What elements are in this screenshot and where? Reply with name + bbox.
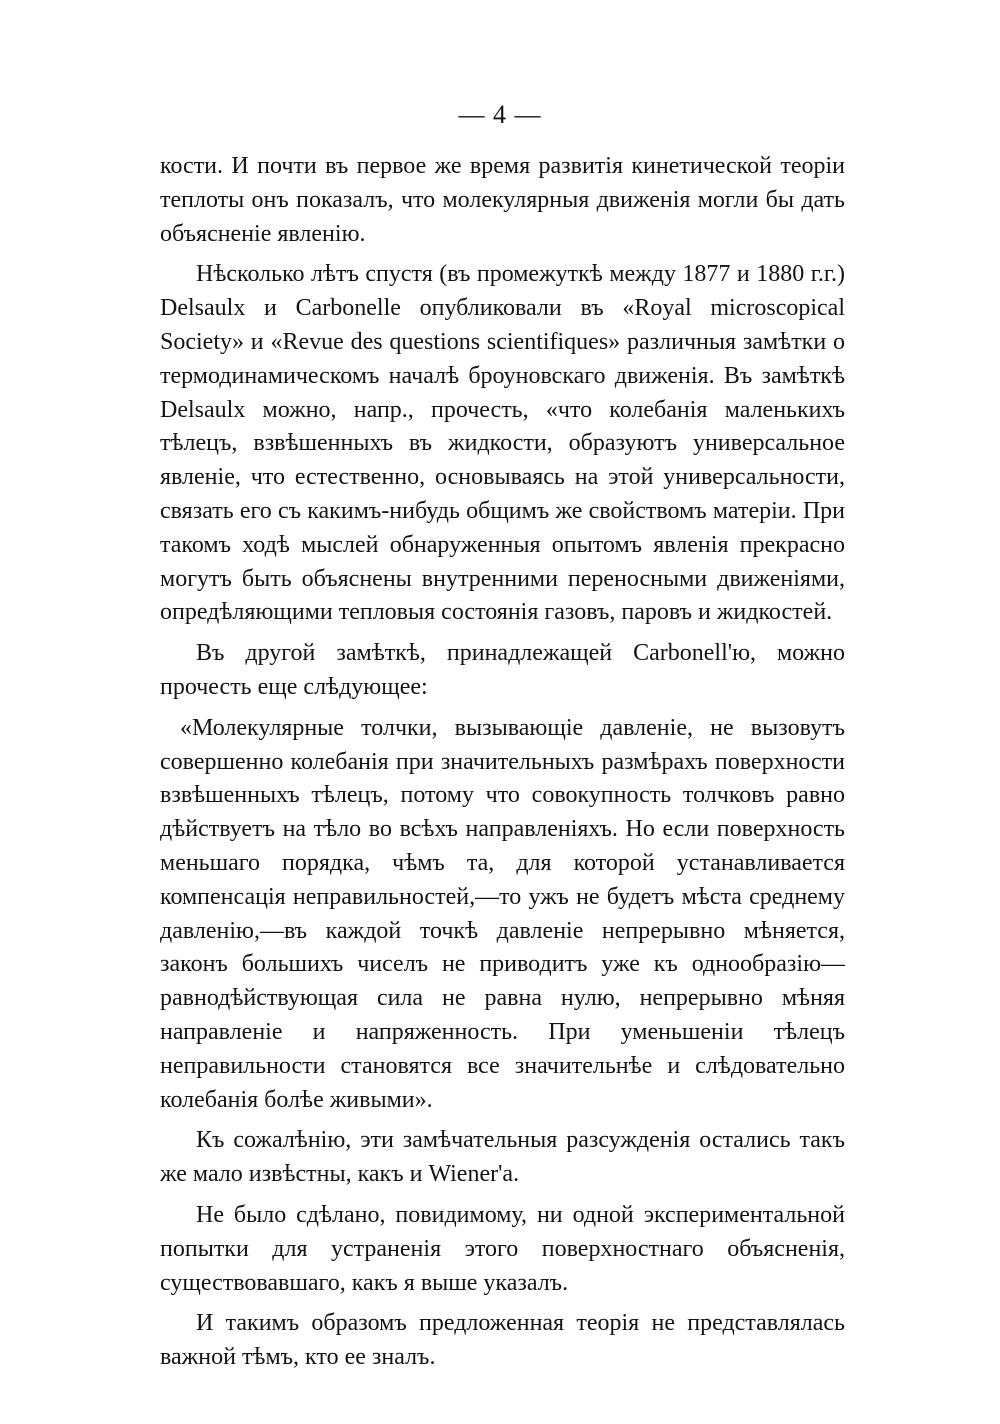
body-text <box>160 150 845 1375</box>
paragraph-carbonell-note: Въ другой замѣткѣ, принадлежащей Carbonell'ю, можно прочесть еще слѣдующее: <box>160 640 845 700</box>
paragraph-regret: Къ сожалѣнію, эти замѣчательныя разсужденія остались такъ же мало извѣстны, какъ и Wiener'a. <box>160 1127 845 1188</box>
paragraph-no-experiment: Не было сдѣлано, повидимому, ни одной экспериментальной попытки для устраненія этого поверхностнаго объясненія, существовавшаго, какъ я выше указалъ. <box>160 1201 845 1296</box>
paragraph-conclusion: И такимъ образомъ предложенная теорія не представлялась важной тѣмъ, кто ее зналъ. <box>160 1310 845 1371</box>
paragraph-delsaulx-carbonelle: Нѣсколько лѣтъ спустя (въ промежуткѣ между 1877 и 1880 г.г.) Delsaulx и Carbonelle опубликовали въ «Royal microscopical Society» и «Revue des questions scientifiques» различныя замѣтки о термодинамическомъ началѣ броуновскаго движенія. Въ замѣткѣ Delsaulx можно, напр., прочесть, «что колебанія маленькихъ тѣлецъ, взвѣшенныхъ въ жидкости, образуютъ универсальное явленіе, что естественно, основываясь на этой универсальности, связать его съ какимъ-нибудь общимъ же свойствомъ матеріи. При такомъ ходѣ мыслей обнаруженныя опытомъ явленія прекрасно могутъ быть объяснены внутренними переносными движеніями, опредѣляющими тепловыя состоянія газовъ, паровъ и жидкостей. <box>160 261 845 626</box>
paragraph-continuation: кости. И почти въ первое же время развитія кинетической теоріи теплоты онъ показалъ, что молекулярныя движенія могли бы дать объясненіе явленію. <box>160 153 845 247</box>
paragraph-quotation: «Молекулярные толчки, вызывающіе давленіе, не вызовутъ совершенно колебанія при значительныхъ размѣрахъ поверхности взвѣшенныхъ тѣлецъ, потому что совокупность толчковъ равно дѣйствуетъ на тѣло во всѣхъ направленіяхъ. Но если поверхность меньшаго порядка, чѣмъ та, для которой устанавливается компенсація неправильностей,—то ужъ не будетъ мѣста среднему давленію,—въ каждой точкѣ давленіе непрерывно мѣняется, законъ большихъ чиселъ не приводитъ уже къ однообразію—равнодѣйствующая сила не равна нулю, непрерывно мѣняя направленіе и напряженность. При уменьшеніи тѣлецъ неправильности становятся все значительнѣе и слѣдовательно колебанія болѣе живыми». <box>160 714 845 1113</box>
page-number: — 4 — <box>458 100 542 129</box>
